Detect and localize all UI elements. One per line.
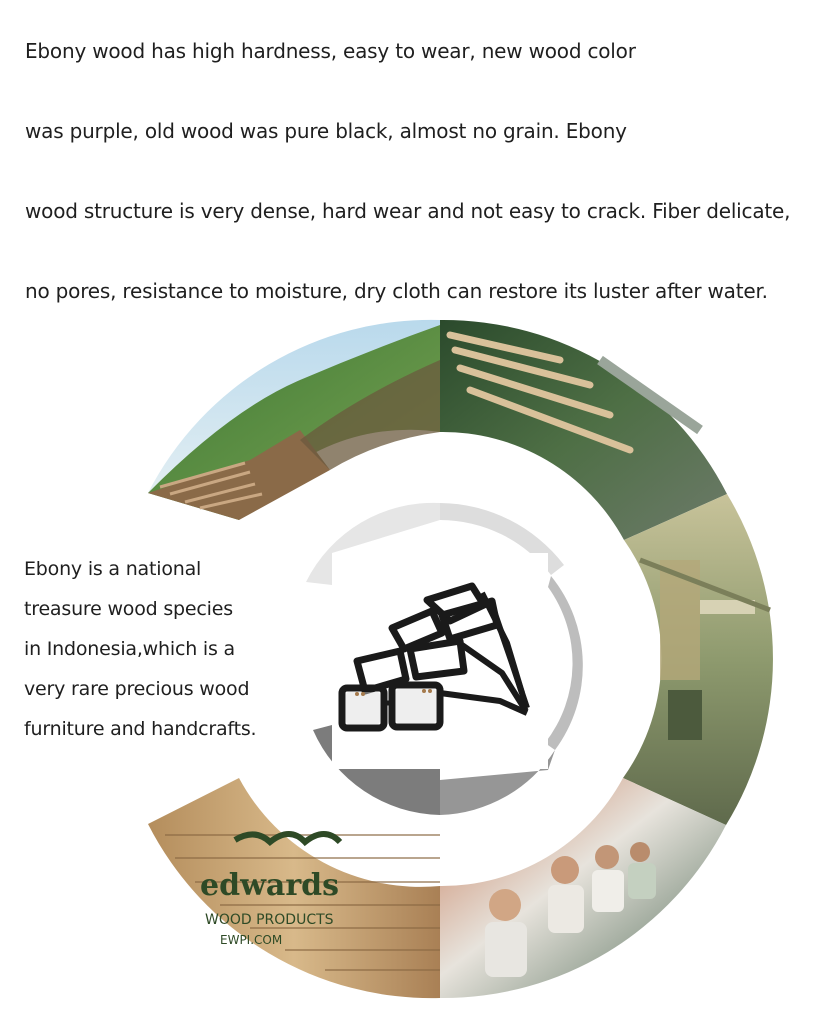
ebony-description [24,549,284,749]
lumber-brand-stamp: edwards [200,868,339,903]
side-text-line-3: in Indonesia,which is a [24,638,235,660]
side-text-line-1: Ebony is a national [24,558,202,580]
intro-line-1: Ebony wood has high hardness, easy to wear, new wood color [25,39,636,63]
lumber-website-stamp: EWPI.COM [220,933,283,947]
intro-line-3: wood structure is very dense, hard wear and not easy to crack. Fiber delicate, [25,199,791,223]
sawmill-photo [623,494,773,825]
glasses-product-image [332,553,548,769]
side-text-line-5: furniture and handcrafts. [24,718,257,740]
factory-workers-photo [440,778,726,998]
log-conveyor-photo [440,320,727,540]
lumber-stack-photo [148,778,440,998]
lumber-subtitle-stamp: WOOD PRODUCTS [205,912,334,928]
glasses-icon [332,553,548,769]
intro-line-4: no pores, resistance to moisture, dry cloth can restore its luster after water. [25,279,768,303]
intro-line-2: was purple, old wood was pure black, almost no grain. Ebony [25,119,627,143]
side-text-line-4: very rare precious wood [24,678,250,700]
log-pile-photo [148,320,440,520]
side-text-line-2: treasure wood species [24,598,233,620]
